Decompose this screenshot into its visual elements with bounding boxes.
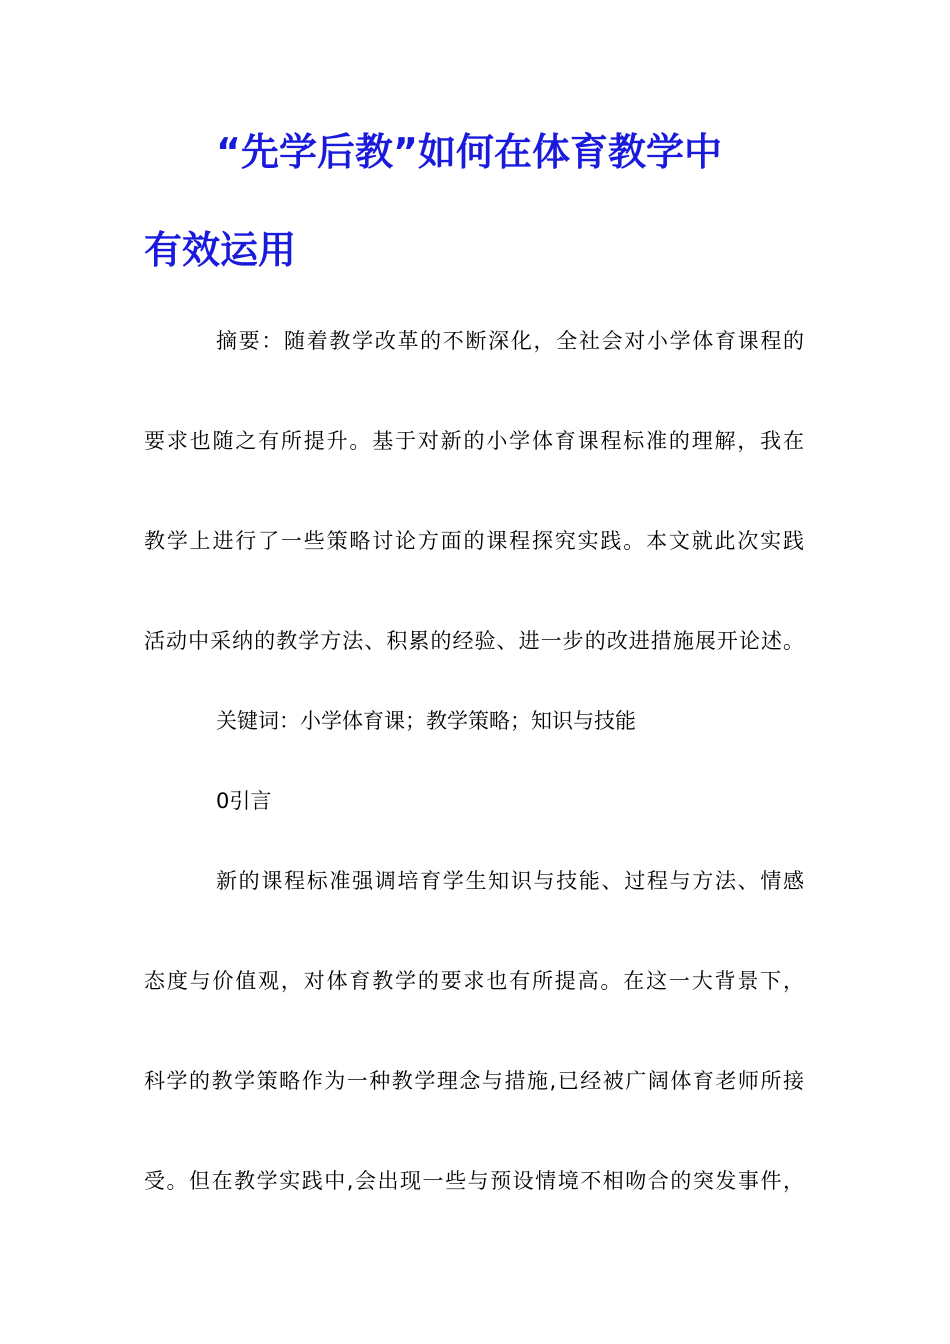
section-heading: 0引言	[216, 789, 272, 813]
intro-line-2: 态度与价值观，对体育教学的要求也有所提高。在这一大背景下，	[144, 969, 804, 993]
abstract-line-1: 摘要：随着教学改革的不断深化，全社会对小学体育课程的	[216, 329, 804, 353]
intro-line-3: 科学的教学策略作为一种教学理念与措施,已经被广阔体育老师所接	[144, 1069, 804, 1093]
abstract-line-4: 活动中采纳的教学方法、积累的经验、进一步的改进措施展开论述。	[144, 629, 804, 653]
document-title-line-1: “先学后教”如何在体育教学中	[216, 130, 722, 174]
keywords-line: 关键词：小学体育课；教学策略；知识与技能	[216, 709, 636, 733]
intro-line-1: 新的课程标准强调培育学生知识与技能、过程与方法、情感	[216, 869, 804, 893]
document-title-line-2: 有效运用	[144, 228, 297, 272]
intro-line-4: 受。但在教学实践中,会出现一些与预设情境不相吻合的突发事件，	[144, 1169, 804, 1193]
abstract-line-3: 教学上进行了一些策略讨论方面的课程探究实践。本文就此次实践	[144, 529, 804, 553]
abstract-line-2: 要求也随之有所提升。基于对新的小学体育课程标准的理解，我在	[144, 429, 804, 453]
